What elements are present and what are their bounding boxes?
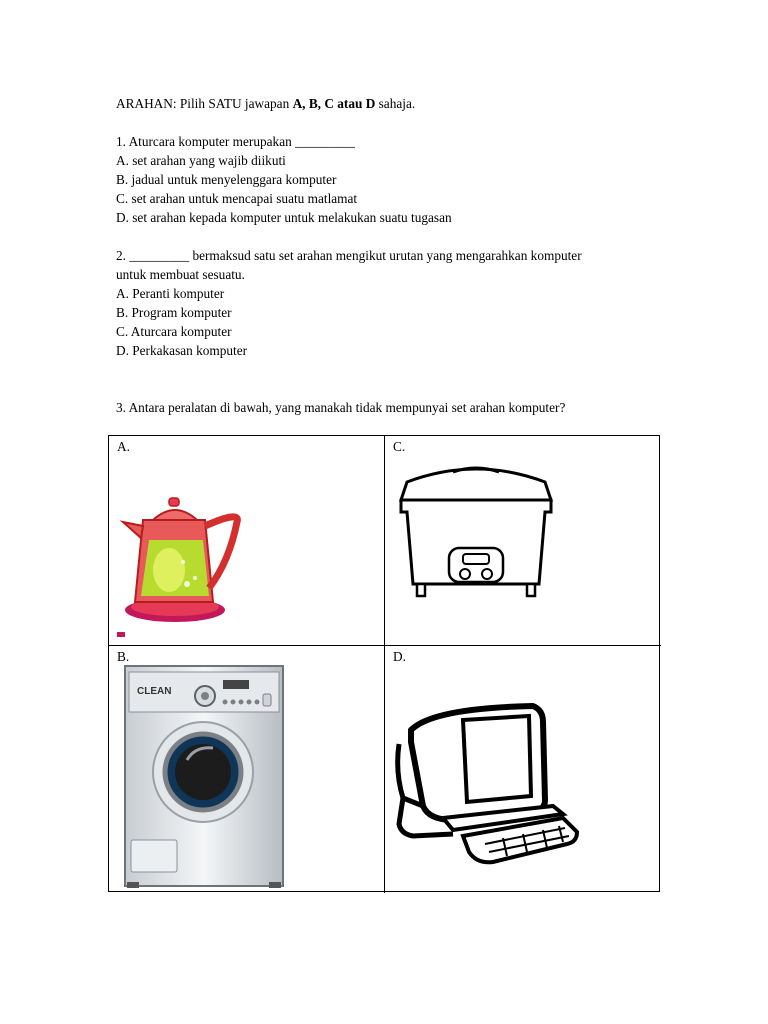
question-1-option-d: D. set arahan kepada komputer untuk melakukan suatu tugasan	[116, 210, 452, 225]
question-2-stem-line1: 2. _________ bermaksud satu set arahan mengikut urutan yang mengarahkan komputer	[116, 248, 582, 263]
option-label-d: D.	[393, 649, 406, 664]
washer-brand-label: CLEAN	[137, 686, 172, 697]
option-cell-d	[385, 646, 661, 893]
question-1-stem: 1. Aturcara komputer merupakan _________	[116, 134, 355, 149]
question-1-option-a: A. set arahan yang wajib diikuti	[116, 153, 286, 168]
kettle-icon	[113, 492, 253, 642]
option-cell-c	[385, 436, 661, 646]
question-1-option-b: B. jadual untuk menyelenggara komputer	[116, 172, 337, 187]
question-2-option-c: C. Aturcara komputer	[116, 324, 232, 339]
computer-icon	[393, 702, 583, 872]
instruction: ARAHAN: Pilih SATU jawapan A, B, C atau D sahaja.	[116, 96, 416, 111]
question-2-option-d: D. Perkakasan komputer	[116, 343, 248, 358]
question-3-options-table	[108, 435, 660, 892]
option-cell-a	[109, 436, 385, 646]
question-2-option-b: B. Program komputer	[116, 305, 232, 320]
option-label-c: C.	[393, 439, 406, 454]
option-label-a: A.	[117, 439, 130, 454]
option-cell-b	[109, 646, 385, 893]
rice-cooker-icon	[391, 460, 561, 610]
question-3-stem: 3. Antara peralatan di bawah, yang manakah tidak mempunyai set arahan komputer?	[116, 400, 566, 415]
washing-machine-icon	[123, 664, 285, 890]
option-label-b: B.	[117, 649, 130, 664]
question-2-option-a: A. Peranti komputer	[116, 286, 225, 301]
question-2-stem-line2: untuk membuat sesuatu.	[116, 267, 245, 282]
question-1-option-c: C. set arahan untuk mencapai suatu matlamat	[116, 191, 358, 206]
